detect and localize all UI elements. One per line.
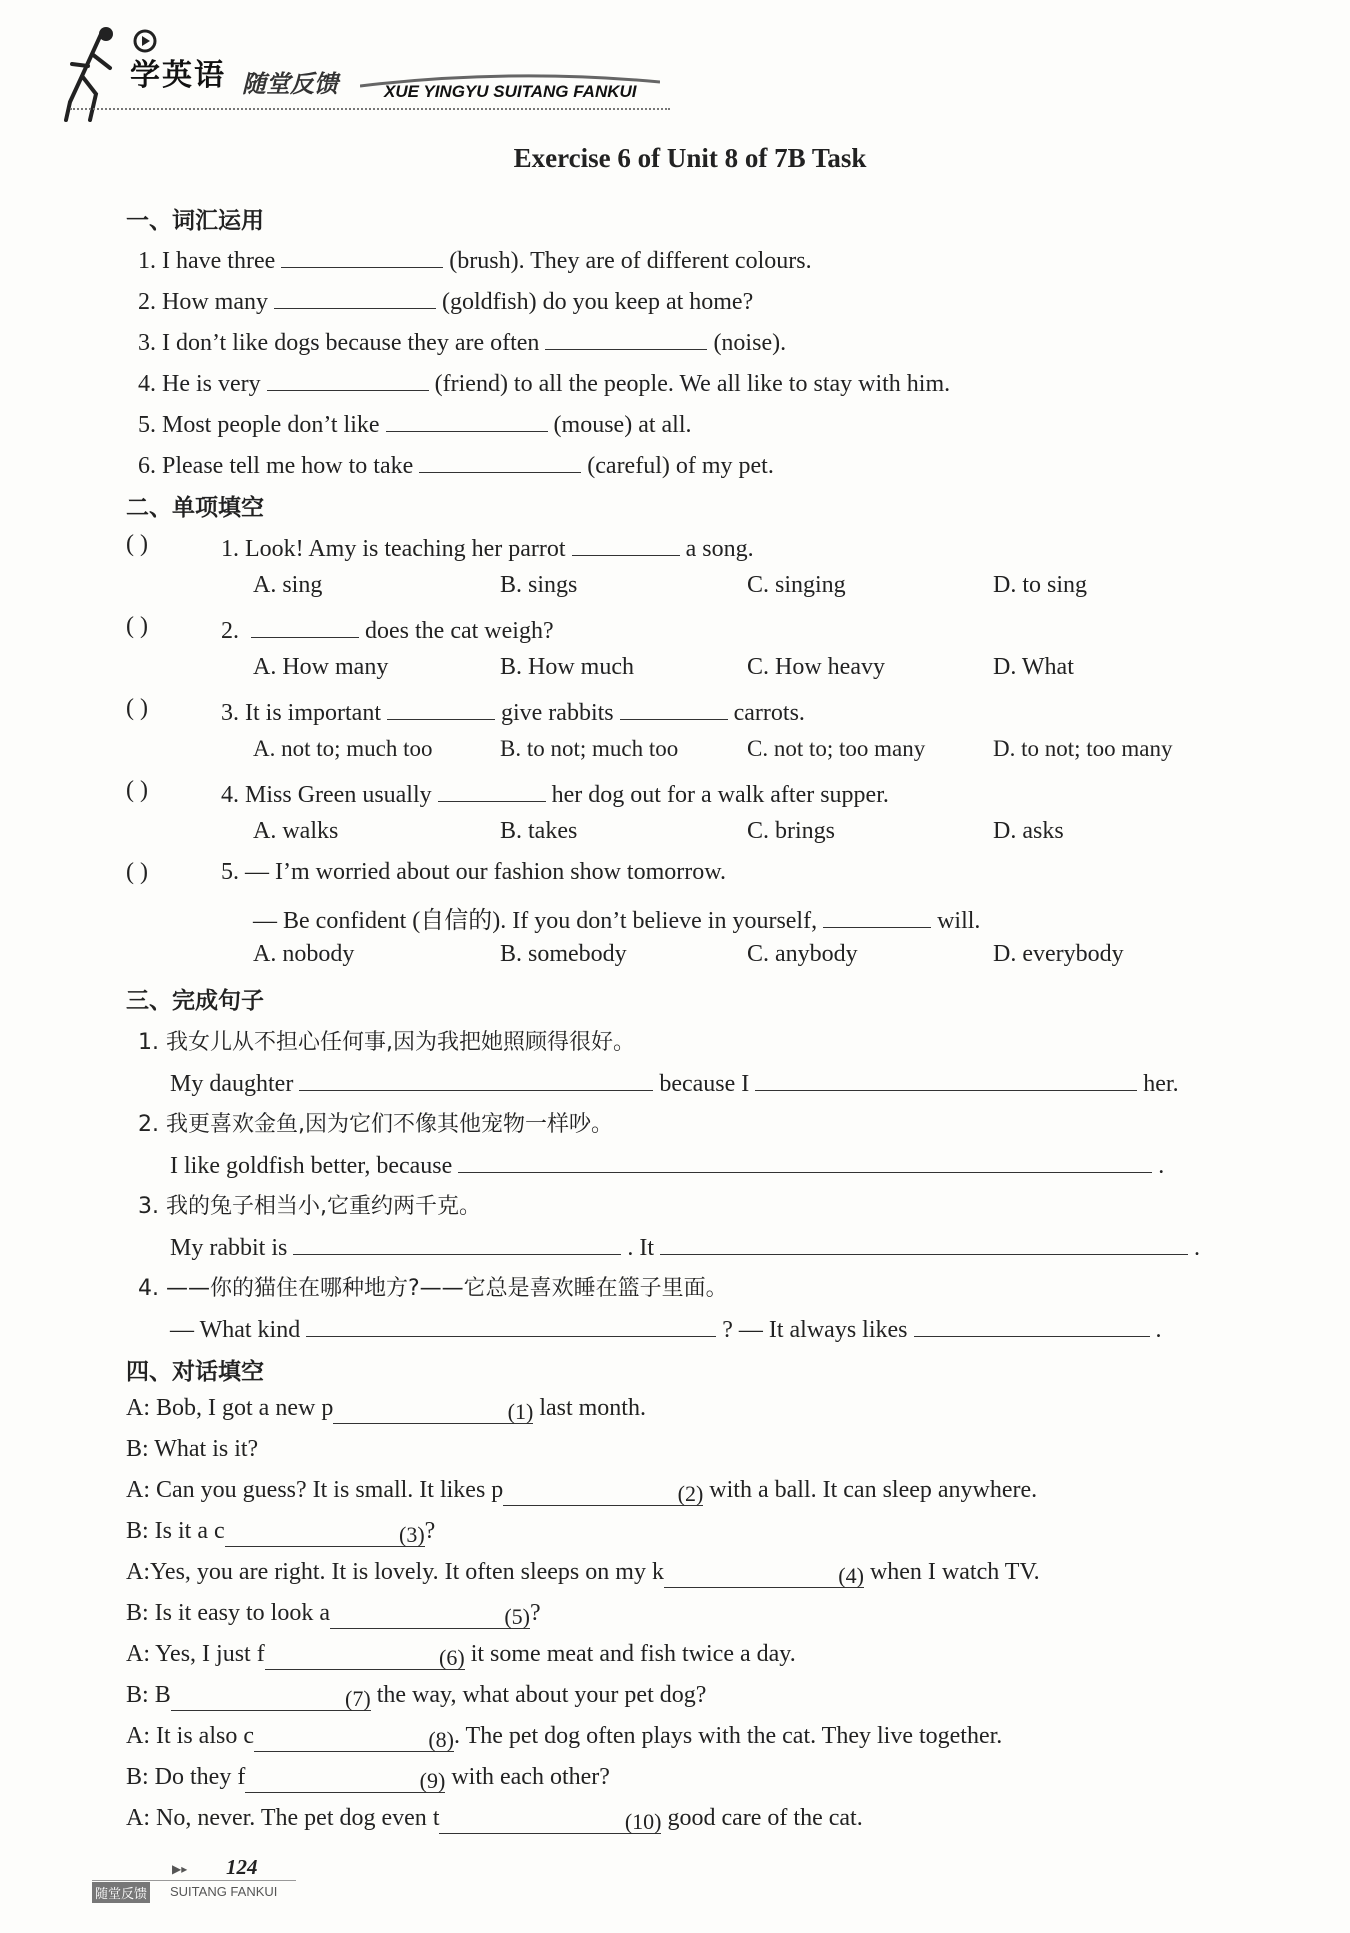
- section3-heading: 三、完成句子: [126, 988, 264, 1014]
- answer-blank[interactable]: [293, 1230, 621, 1255]
- answer-blank[interactable]: [755, 1066, 1137, 1091]
- question-text: — Be confident (自信的). If you don’t believe in yourself,: [253, 908, 818, 934]
- vocab-item-6: [138, 448, 774, 480]
- hint-letter: t: [432, 1805, 440, 1831]
- vocab-item-text: (mouse) at all.: [553, 412, 692, 438]
- dialogue-line-7: [126, 1641, 796, 1668]
- blank-number: (9): [419, 1768, 446, 1793]
- answer-blank[interactable]: [545, 325, 707, 350]
- sentence-text: . It: [627, 1235, 654, 1261]
- option-c: C. anybody: [747, 941, 858, 967]
- hint-letter: k: [651, 1559, 664, 1585]
- answer-blank[interactable]: [306, 1312, 716, 1337]
- hint-letter: c: [243, 1723, 254, 1749]
- question-text: a song.: [685, 536, 754, 562]
- dialogue-text: B:: [126, 1682, 149, 1708]
- question-text: carrots.: [733, 700, 805, 726]
- sentence-text: My daughter: [170, 1071, 294, 1097]
- blank-number: (5): [504, 1604, 530, 1629]
- option-d: D. What: [993, 654, 1074, 680]
- sentence-text: her.: [1143, 1071, 1179, 1097]
- question-text: her dog out for a walk after supper.: [551, 782, 889, 808]
- answer-blank[interactable]: [330, 1604, 530, 1629]
- option-d: D. asks: [993, 818, 1064, 844]
- sentence-text: .: [1155, 1317, 1162, 1343]
- dialogue-text: B: Is it a: [126, 1518, 208, 1544]
- option-d: D. everybody: [993, 941, 1124, 967]
- section4-heading: 四、对话填空: [126, 1359, 264, 1385]
- dialogue-line-6: [126, 1600, 541, 1627]
- vocab-item-text: 4. He is very: [138, 371, 261, 397]
- question-text: will.: [937, 908, 981, 934]
- translation-cn-1: 1. 我女儿从不担心任何事,因为我把她照顾得很好。: [138, 1030, 635, 1055]
- dialogue-text: good care of the cat.: [667, 1805, 863, 1831]
- question-number: 3.: [221, 700, 239, 726]
- option-c: C. not to; too many: [747, 736, 926, 761]
- question-text: does the cat weigh?: [365, 618, 554, 644]
- vocab-item-text: 6. Please tell me how to take: [138, 453, 414, 479]
- question-number: 1.: [221, 536, 239, 562]
- dialogue-text: B: Is it easy to look: [126, 1600, 314, 1626]
- vocab-item-text: (careful) of my pet.: [587, 453, 774, 479]
- vocab-item-text: (brush). They are of different colours.: [449, 248, 812, 274]
- dialogue-line-3: [126, 1477, 1037, 1504]
- hint-letter: f: [237, 1764, 246, 1790]
- vocab-item-text: 2. How many: [138, 289, 268, 315]
- dialogue-text: A: Bob, I got a new: [126, 1395, 316, 1421]
- blank-number: (8): [428, 1727, 454, 1752]
- option-a: A. walks: [253, 818, 339, 844]
- question-text: Miss Green usually: [245, 782, 432, 808]
- blank-number: (2): [677, 1481, 704, 1506]
- translation-cn-2: 2. 我更喜欢金鱼,因为它们不像其他宠物一样吵。: [138, 1112, 613, 1137]
- vocab-item-4: [138, 366, 950, 398]
- choice-question-5-line2: [253, 900, 980, 935]
- question-number: 5.: [221, 859, 239, 885]
- option-c: C. brings: [747, 818, 836, 844]
- blank-number: (4): [838, 1563, 864, 1588]
- option-c: C. How heavy: [747, 654, 885, 680]
- choice-paren[interactable]: ( ): [126, 695, 148, 721]
- dialogue-text: the way, what about your pet dog?: [376, 1682, 707, 1708]
- option-b: B. sings: [500, 572, 578, 598]
- option-a: A. not to; much too: [253, 736, 433, 761]
- vocab-item-2: [138, 284, 753, 316]
- header-divider: [70, 108, 670, 110]
- blank-number: (7): [345, 1686, 371, 1711]
- sentence-text: because I: [659, 1071, 750, 1097]
- vocab-item-text: 1. I have three: [138, 248, 276, 274]
- choice-paren[interactable]: ( ): [126, 531, 148, 557]
- question-number: 4.: [221, 782, 239, 808]
- hint-letter: c: [214, 1518, 225, 1544]
- footer-en-label: SUITANG FANKUI: [170, 1884, 278, 1899]
- section2-heading: 二、单项填空: [126, 495, 264, 521]
- option-d: D. to sing: [993, 572, 1088, 598]
- answer-blank[interactable]: [386, 407, 548, 432]
- answer-blank[interactable]: [171, 1686, 371, 1711]
- sentence-text: ? — It always likes: [722, 1317, 908, 1343]
- logo-main-text: 学英语: [130, 58, 226, 93]
- logo-sub-text: 随堂反馈: [242, 70, 338, 98]
- dialogue-text: A: No, never. The pet dog even: [126, 1805, 427, 1831]
- answer-blank[interactable]: [225, 1522, 425, 1547]
- question-text: Look! Amy is teaching her parrot: [245, 536, 566, 562]
- sentence-text: .: [1158, 1153, 1165, 1179]
- translation-en-1: [170, 1066, 1179, 1098]
- answer-blank[interactable]: [419, 448, 581, 473]
- answer-blank[interactable]: [254, 1727, 454, 1752]
- dialogue-text: A: Yes, I just: [126, 1641, 251, 1667]
- answer-blank[interactable]: [265, 1645, 465, 1670]
- choice-paren[interactable]: ( ): [126, 777, 148, 803]
- hint-letter: p: [491, 1477, 504, 1503]
- option-a: A. sing: [253, 572, 323, 598]
- answer-blank: [387, 695, 495, 720]
- page-number: 124: [226, 1855, 258, 1879]
- sentence-text: I like goldfish better, because: [170, 1153, 453, 1179]
- vocab-item-text: (friend) to all the people. We all like to stay with him.: [434, 371, 951, 397]
- choice-paren[interactable]: ( ): [126, 859, 148, 885]
- dialogue-line-9: [126, 1723, 1002, 1750]
- logo-pinyin-text: XUE YINGYU SUITANG FANKUI: [384, 82, 637, 101]
- answer-blank[interactable]: [660, 1230, 1188, 1255]
- choice-question-5: [221, 859, 726, 886]
- vocab-item-text: (noise).: [713, 330, 787, 356]
- dialogue-text: with a ball. It can sleep anywhere.: [709, 1477, 1038, 1503]
- footer-cn-label: 随堂反馈: [92, 1882, 150, 1903]
- sentence-text: My rabbit is: [170, 1235, 288, 1261]
- option-b: B. takes: [500, 818, 578, 844]
- option-d: D. to not; too many: [993, 736, 1173, 761]
- translation-en-3: [170, 1230, 1200, 1262]
- hint-letter: a: [319, 1600, 330, 1626]
- question-text: It is important: [245, 700, 381, 726]
- dialogue-text: ?: [424, 1518, 436, 1544]
- answer-blank[interactable]: [267, 366, 429, 391]
- vocab-item-text: 3. I don’t like dogs because they are often: [138, 330, 540, 356]
- dialogue-line-11: [126, 1805, 863, 1832]
- translation-en-2: [170, 1148, 1164, 1180]
- blank-number: (6): [439, 1645, 465, 1670]
- option-b: B. somebody: [500, 941, 627, 967]
- dialogue-text: B: What is it?: [126, 1436, 259, 1462]
- hint-letter: f: [256, 1641, 265, 1667]
- dialogue-line-4: [126, 1518, 435, 1545]
- answer-blank[interactable]: [281, 243, 443, 268]
- swoosh-decoration: [360, 72, 660, 92]
- dialogue-text: last month.: [539, 1395, 646, 1421]
- option-c: C. singing: [747, 572, 846, 598]
- blank-number: (3): [399, 1522, 425, 1547]
- answer-blank[interactable]: [914, 1312, 1150, 1337]
- choice-question-1: [221, 531, 754, 563]
- question-text: give rabbits: [500, 700, 614, 726]
- dialogue-text: it some meat and fish twice a day.: [470, 1641, 796, 1667]
- translation-cn-4: 4. ——你的猫住在哪种地方?——它总是喜欢睡在篮子里面。: [138, 1276, 728, 1301]
- answer-blank: [251, 613, 359, 638]
- dialogue-text: with each other?: [451, 1764, 610, 1790]
- vocab-item-text: 5. Most people don’t like: [138, 412, 380, 438]
- dialogue-text: . The pet dog often plays with the cat. They live together.: [453, 1723, 1003, 1749]
- dialogue-line-1: [126, 1395, 646, 1422]
- vocab-item-1: [138, 243, 812, 275]
- hint-letter: p: [321, 1395, 334, 1421]
- blank-number: (10): [624, 1809, 662, 1834]
- option-a: A. How many: [253, 654, 389, 680]
- answer-blank[interactable]: [503, 1481, 703, 1506]
- answer-blank[interactable]: [274, 284, 436, 309]
- answer-blank: [620, 695, 728, 720]
- dialogue-line-5: [126, 1559, 1040, 1586]
- answer-blank: [823, 903, 931, 928]
- option-a: A. nobody: [253, 941, 355, 967]
- translation-cn-3: 3. 我的兔子相当小,它重约两千克。: [138, 1194, 481, 1219]
- page-title: Exercise 6 of Unit 8 of 7B Task: [513, 143, 867, 173]
- question-number: 2.: [221, 618, 239, 644]
- answer-blank[interactable]: [439, 1809, 661, 1834]
- choice-question-2: [221, 613, 554, 645]
- sentence-text: .: [1194, 1235, 1200, 1261]
- translation-en-4: [170, 1312, 1162, 1344]
- answer-blank: [572, 531, 680, 556]
- dialogue-text: B: Do they: [126, 1764, 232, 1790]
- answer-blank[interactable]: [664, 1563, 864, 1588]
- hint-letter: B: [154, 1682, 171, 1708]
- answer-blank[interactable]: [299, 1066, 653, 1091]
- answer-blank[interactable]: [333, 1399, 533, 1424]
- dialogue-text: A: Can you guess? It is small. It likes: [126, 1477, 486, 1503]
- vocab-item-3: [138, 325, 786, 357]
- vocab-item-text: (goldfish) do you keep at home?: [441, 289, 754, 315]
- dialogue-text: A:Yes, you are right. It is lovely. It often sleeps on my: [126, 1559, 646, 1585]
- option-b: B. to not; much too: [500, 736, 679, 761]
- dialogue-line-2: [126, 1436, 258, 1463]
- answer-blank: [438, 777, 546, 802]
- dialogue-text: when I watch TV.: [869, 1559, 1040, 1585]
- dialogue-line-8: [126, 1682, 706, 1709]
- vocab-item-5: [138, 407, 692, 439]
- section1-heading: 一、词汇运用: [126, 208, 264, 234]
- choice-paren[interactable]: ( ): [126, 613, 148, 639]
- answer-blank[interactable]: [245, 1768, 445, 1793]
- choice-question-4: [221, 777, 889, 809]
- question-text: — I’m worried about our fashion show tomorrow.: [245, 859, 727, 885]
- dialogue-text: ?: [529, 1600, 541, 1626]
- sentence-text: — What kind: [170, 1317, 301, 1343]
- dialogue-text: A: It is also: [126, 1723, 238, 1749]
- option-b: B. How much: [500, 654, 634, 680]
- answer-blank[interactable]: [458, 1148, 1152, 1173]
- blank-number: (1): [507, 1399, 534, 1424]
- choice-question-3: [221, 695, 805, 727]
- footer-arrow-icon: ▶▸: [172, 1862, 188, 1876]
- dialogue-line-10: [126, 1764, 610, 1791]
